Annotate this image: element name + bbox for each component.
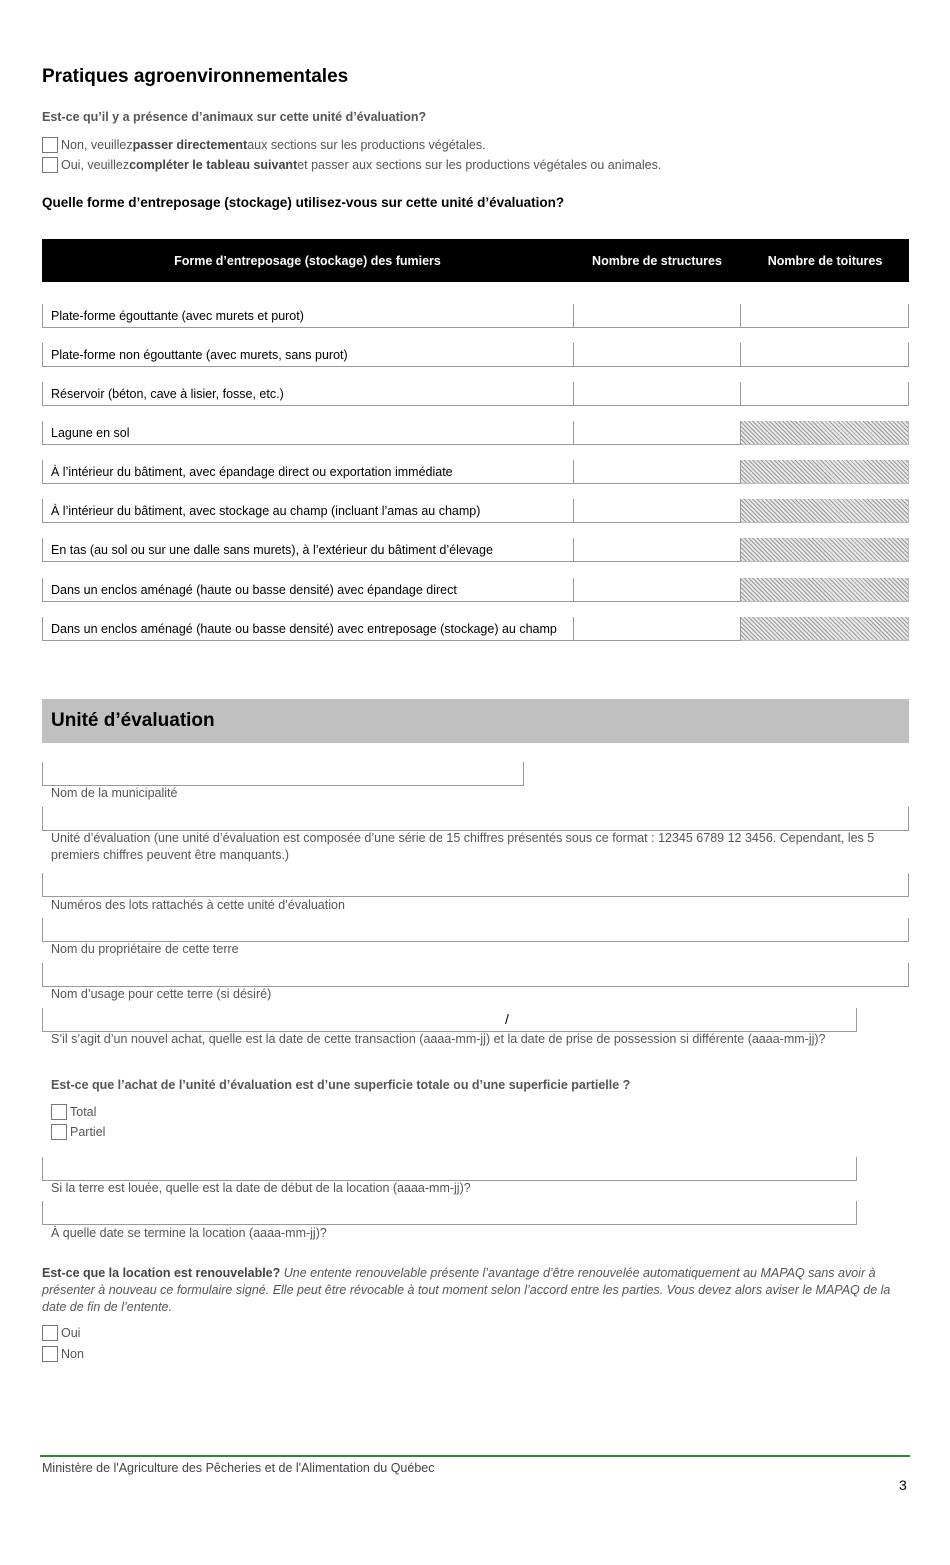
option-yes-bold: compléter le tableau suivant — [129, 158, 298, 172]
question-renouvelable — [42, 1265, 909, 1316]
table-row — [42, 382, 909, 406]
checkbox-non[interactable] — [42, 1346, 58, 1362]
option-oui-label: Oui — [61, 1326, 81, 1340]
question-superficie: Est-ce que l’achat de l’unité d’évaluation est d’une superficie totale ou d’une superficie partielle ? — [51, 1078, 631, 1092]
date-separator-slash: / — [505, 1011, 509, 1027]
section-title-unite: Unité d’évaluation — [42, 699, 909, 743]
header-structures: Nombre de structures — [592, 253, 722, 268]
toitures-disabled-cell — [741, 499, 909, 523]
checkbox-partiel[interactable] — [51, 1124, 67, 1140]
option-yes-post: et passer aux sections sur les productions végétales ou animales. — [297, 158, 662, 172]
proprietaire-label: Nom du propriétaire de cette terre — [51, 942, 239, 956]
structures-input[interactable] — [573, 343, 741, 367]
header-forme: Forme d’entreposage (stockage) des fumiers — [174, 253, 441, 268]
table-row — [42, 343, 909, 367]
option-no-animals — [42, 137, 486, 153]
option-yes-pre: Oui, veuillez — [61, 158, 130, 172]
option-partiel-label: Partiel — [70, 1125, 106, 1139]
debut-location-input[interactable] — [42, 1157, 857, 1181]
row-label: Lagune en sol — [42, 421, 573, 445]
toitures-disabled-cell — [741, 578, 909, 602]
row-label: Dans un enclos aménagé (haute ou basse densité) avec épandage direct — [42, 578, 573, 602]
structures-input[interactable] — [573, 382, 741, 406]
table-row — [42, 499, 909, 523]
toitures-input[interactable] — [741, 343, 909, 367]
renouvelable-question: Est-ce que la location est renouvelable? — [42, 1266, 281, 1280]
structures-input[interactable] — [573, 499, 741, 523]
option-partiel — [51, 1124, 105, 1140]
row-label: Dans un enclos aménagé (haute ou basse densité) avec entreposage (stockage) au champ — [42, 617, 573, 641]
checkbox-oui[interactable] — [42, 1325, 58, 1341]
option-yes-animals — [42, 157, 661, 173]
fin-location-label: À quelle date se termine la location (aaaa-mm-jj)? — [51, 1226, 327, 1240]
header-toitures: Nombre de toitures — [767, 253, 883, 268]
municipalite-label: Nom de la municipalité — [51, 786, 178, 800]
option-total-label: Total — [70, 1105, 97, 1119]
row-label: Plate-forme égouttante (avec murets et purot) — [42, 304, 573, 328]
option-oui — [42, 1325, 80, 1341]
option-no-pre: Non, veuillez — [61, 138, 133, 152]
checkbox-no-animals[interactable] — [42, 137, 58, 153]
toitures-disabled-cell — [741, 538, 909, 562]
option-non-label: Non — [61, 1347, 84, 1361]
table-row — [42, 421, 909, 445]
toitures-input[interactable] — [741, 304, 909, 328]
structures-input[interactable] — [573, 578, 741, 602]
row-label: En tas (au sol ou sur une dalle sans murets), à l’extérieur du bâtiment d’élevage — [42, 538, 573, 562]
usage-label: Nom d’usage pour cette terre (si désiré) — [51, 987, 272, 1001]
debut-location-label: Si la terre est louée, quelle est la date de début de la location (aaaa-mm-jj)? — [51, 1181, 471, 1195]
table-row — [42, 304, 909, 328]
option-no-post: aux sections sur les productions végétales. — [247, 138, 486, 152]
usage-input[interactable] — [42, 963, 909, 987]
toitures-disabled-cell — [741, 460, 909, 484]
footer-divider — [40, 1455, 910, 1457]
fin-location-input[interactable] — [42, 1201, 857, 1225]
row-label: À l’intérieur du bâtiment, avec épandage direct ou exportation immédiate — [42, 460, 573, 484]
structures-input[interactable] — [573, 617, 741, 641]
structures-input[interactable] — [573, 460, 741, 484]
row-label: Réservoir (béton, cave à lisier, fosse, etc.) — [42, 382, 573, 406]
table-row — [42, 460, 909, 484]
section-title-pratiques: Pratiques agroenvironnementales — [42, 66, 349, 87]
renouvelable-explanation: Une entente renouvelable présente l’avantage d’être renouvelée automatiquement au MAPAQ sans avoir à présenter à nouveau ce formulaire signé. Elle peut être révocable à tout moment selon l’accord entre les parties. Vous devez alors aviser le MAPAQ de la date de fin de l’entente. — [42, 1266, 891, 1314]
toitures-input[interactable] — [741, 382, 909, 406]
storage-table-header — [42, 239, 909, 282]
question-storage: Quelle forme d’entreposage (stockage) utilisez-vous sur cette unité d’évaluation? — [42, 195, 565, 210]
page-number: 3 — [899, 1477, 907, 1493]
checkbox-yes-animals[interactable] — [42, 157, 58, 173]
lots-label: Numéros des lots rattachés à cette unité d’évaluation — [51, 898, 345, 912]
structures-input[interactable] — [573, 538, 741, 562]
unite-evaluation-label: Unité d’évaluation (une unité d’évaluation est composée d’une série de 15 chiffres présentés sous ce format : 12345 6789 12 3456. Cependant, les 5 premiers chiffres peuvent être manquants.) — [51, 831, 875, 862]
toitures-disabled-cell — [741, 617, 909, 641]
achat-date-label: S’il s’agit d’un nouvel achat, quelle est la date de cette transaction (aaaa-mm-jj) et la date de prise de possession si différente (aaaa-mm-jj)? — [51, 1032, 826, 1046]
table-row — [42, 538, 909, 562]
structures-input[interactable] — [573, 304, 741, 328]
table-row — [42, 578, 909, 602]
municipalite-input[interactable] — [42, 762, 524, 786]
achat-date-input[interactable] — [42, 1008, 857, 1032]
question-animals: Est-ce qu’il y a présence d’animaux sur cette unité d’évaluation? — [42, 110, 427, 124]
row-label: Plate-forme non égouttante (avec murets, sans purot) — [42, 343, 573, 367]
proprietaire-input[interactable] — [42, 918, 909, 942]
option-total — [51, 1104, 96, 1120]
row-label: À l’intérieur du bâtiment, avec stockage au champ (incluant l’amas au champ) — [42, 499, 573, 523]
unite-evaluation-input[interactable] — [42, 807, 909, 831]
option-no-bold: passer directement — [132, 138, 248, 152]
toitures-disabled-cell — [741, 421, 909, 445]
option-non — [42, 1346, 84, 1362]
checkbox-total[interactable] — [51, 1104, 67, 1120]
lots-input[interactable] — [42, 873, 909, 897]
table-row — [42, 617, 909, 641]
footer-ministry: Ministère de l'Agriculture des Pêcheries et de l'Alimentation du Québec — [42, 1461, 435, 1475]
structures-input[interactable] — [573, 421, 741, 445]
